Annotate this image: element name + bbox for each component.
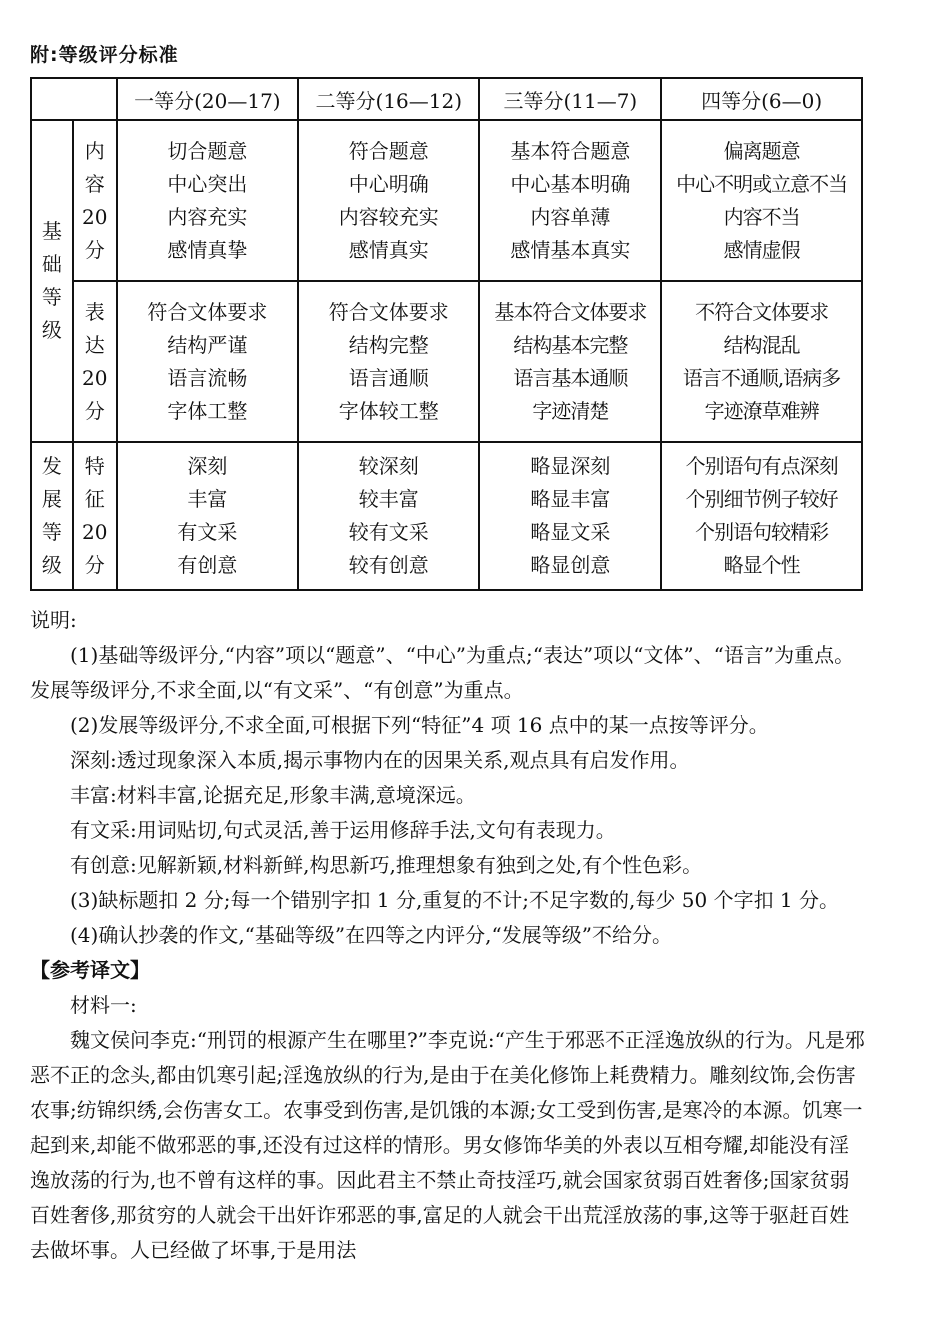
content-label: 内 容 20 分 (73, 120, 117, 281)
note-3: (3)缺标题扣 2 分;每一个错别字扣 1 分,重复的不计;不足字数的,每少 50 个字扣 1 分。 (70, 888, 840, 912)
content-row (31, 120, 862, 281)
feature-grade-2: 较深刻 较丰富 较有文采 较有创意 (298, 442, 479, 590)
feature-grade-4: 个别语句有点深刻 个别细节例子较好 个别语句较精彩 略显个性 (661, 442, 862, 590)
content-grade-3: 基本符合题意 中心基本明确 内容单薄 感情基本真实 (479, 120, 661, 281)
note-literary: 有文采:用词贴切,句式灵活,善于运用修辞手法,文句有表现力。 (70, 818, 616, 842)
note-2: (2)发展等级评分,不求全面,可根据下列“特征”4 项 16 点中的某一点按等评分。 (70, 713, 769, 737)
appendix-title: 附:等级评分标准 (30, 44, 179, 66)
expression-row (31, 281, 862, 442)
translation-body: 魏文侯问李克:“刑罚的根源产生在哪里?”李克说:“产生于邪恶不正淫逸放纵的行为。凡是邪恶不正的念头,都由饥寒引起;淫逸放纵的行为,是由于在美化修饰上耗费精力。雕刻纹饰,会伤害农事;纺锦织绣,会伤害女工。农事受到伤害,是饥饿的本源;女工受到伤害,是寒冷的本源。饥寒一起到来,却能不做邪恶的事,还没有过这样的情形。男女修饰华美的外表以互相夸耀,却能没有淫逸放荡的行为,也不曾有这样的事。因此君主不禁止奇技淫巧,就会国家贫弱百姓奢侈;国家贫弱百姓奢侈,那贫穷的人就会干出奸诈邪恶的事,富足的人就会干出荒淫放荡的事,这等于驱赶百姓去做坏事。人已经做了坏事,于是用法 (30, 1028, 865, 1262)
content-grade-1: 切合题意 中心突出 内容充实 感情真挚 (117, 120, 298, 281)
header-corner (31, 78, 117, 120)
expression-grade-2: 符合文体要求 结构完整 语言通顺 字体较工整 (298, 281, 479, 442)
note-4: (4)确认抄袭的作文,“基础等级”在四等之内评分,“发展等级”不给分。 (70, 923, 672, 947)
note-deep: 深刻:透过现象深入本质,揭示事物内在的因果关系,观点具有启发作用。 (70, 748, 690, 772)
expression-label: 表 达 20 分 (73, 281, 117, 442)
content-grade-2: 符合题意 中心明确 内容较充实 感情真实 (298, 120, 479, 281)
notes-heading: 说明: (30, 608, 77, 632)
header-grade-1: 一等分(20—17) (117, 78, 298, 120)
expression-grade-4: 不符合文体要求 结构混乱 语言不通顺,语病多 字迹潦草难辨 (661, 281, 862, 442)
translation-heading: 【参考译文】 (30, 958, 150, 982)
note-creative: 有创意:见解新颖,材料新鲜,构思新巧,推理想象有独到之处,有个性色彩。 (70, 853, 703, 877)
header-grade-4: 四等分(6—0) (661, 78, 862, 120)
grading-rubric-table (30, 77, 863, 591)
basic-level-label: 基 础 等 级 (31, 120, 73, 442)
expression-grade-1: 符合文体要求 结构严谨 语言流畅 字体工整 (117, 281, 298, 442)
feature-row (31, 442, 862, 590)
header-grade-2: 二等分(16—12) (298, 78, 479, 120)
note-rich: 丰富:材料丰富,论据充足,形象丰满,意境深远。 (70, 783, 476, 807)
material-label: 材料一: (70, 993, 137, 1017)
feature-grade-3: 略显深刻 略显丰富 略显文采 略显创意 (479, 442, 661, 590)
expression-grade-3: 基本符合文体要求 结构基本完整 语言基本通顺 字迹清楚 (479, 281, 661, 442)
development-level-label: 发 展 等 级 (31, 442, 73, 590)
table-header-row (31, 78, 862, 120)
reference-translation (30, 953, 865, 1268)
feature-label: 特 征 20 分 (73, 442, 117, 590)
content-grade-4: 偏离题意 中心不明或立意不当 内容不当 感情虚假 (661, 120, 862, 281)
header-grade-3: 三等分(11—7) (479, 78, 661, 120)
note-1: (1)基础等级评分,“内容”项以“题意”、“中心”为重点;“表达”项以“文体”、“语言”为重点。发展等级评分,不求全面,以“有文采”、“有创意”为重点。 (30, 643, 855, 702)
feature-grade-1: 深刻 丰富 有文采 有创意 (117, 442, 298, 590)
notes-section (30, 603, 865, 1268)
